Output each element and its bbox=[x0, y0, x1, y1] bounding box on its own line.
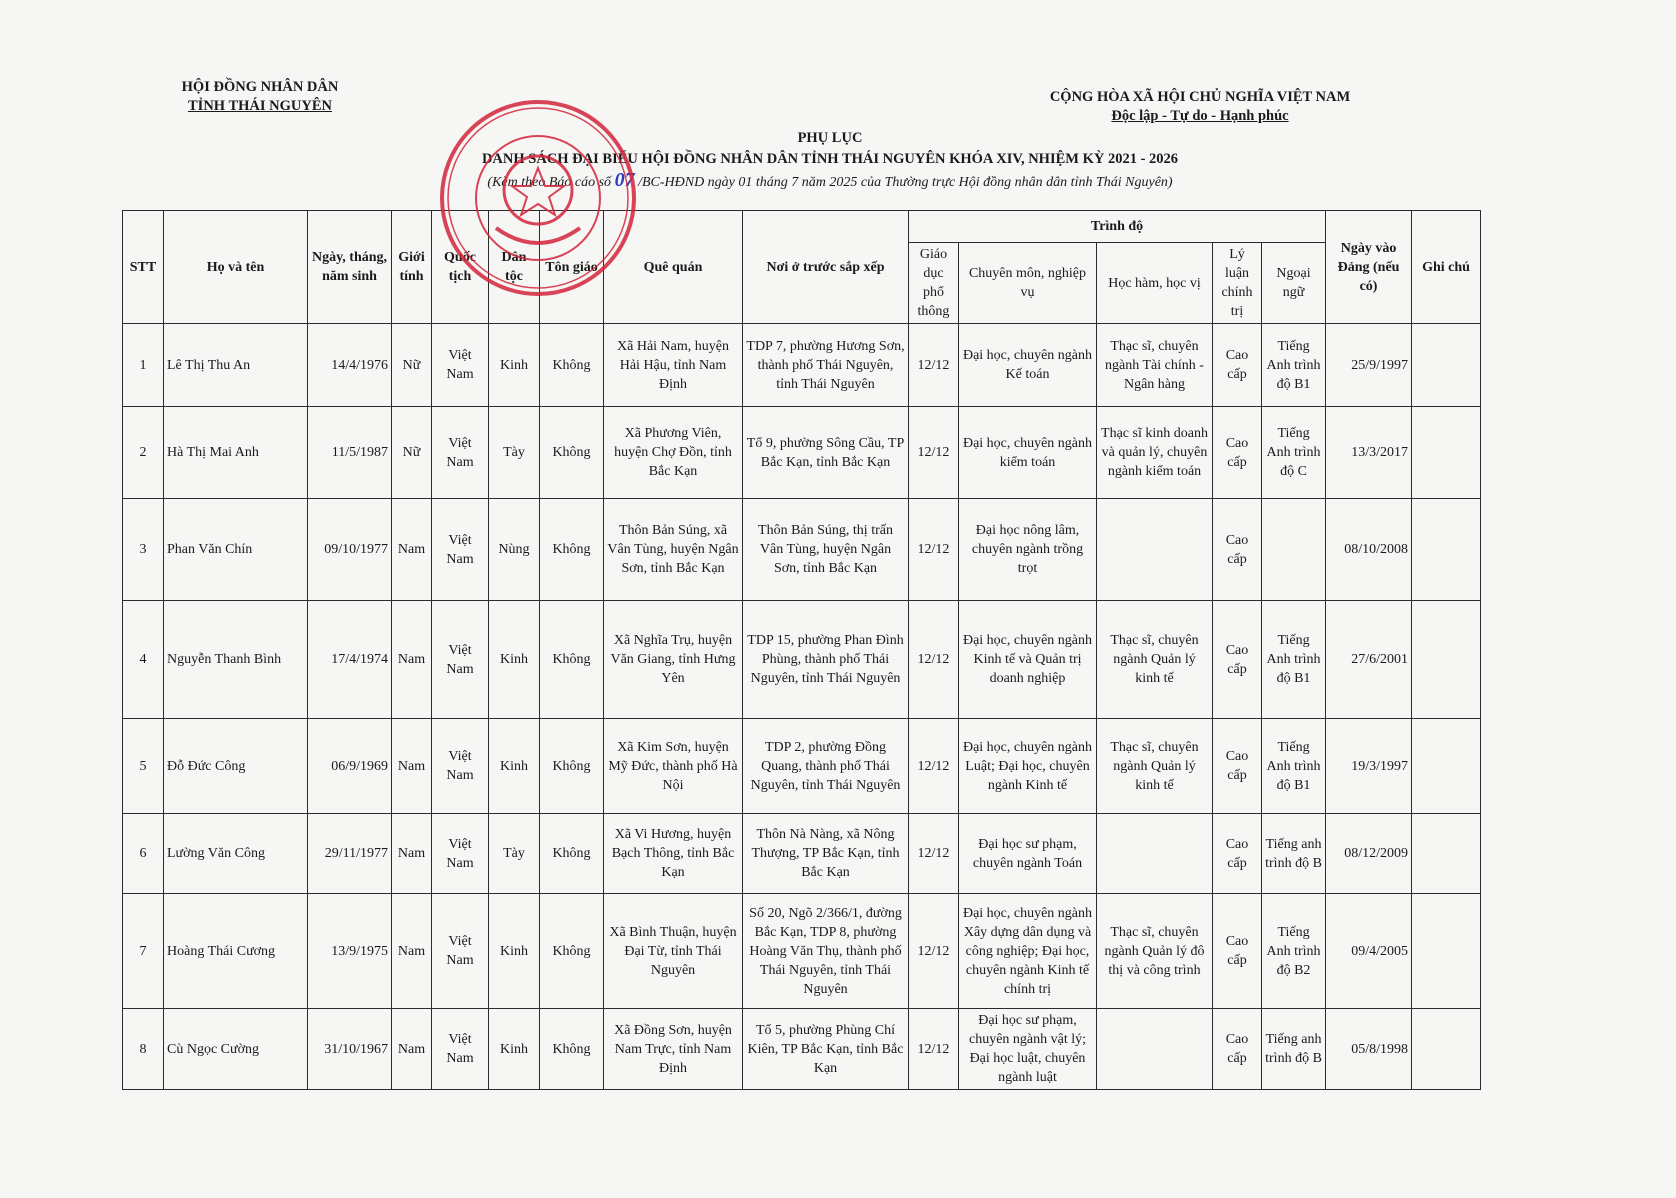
header-political: Lý luận chính trị bbox=[1213, 243, 1262, 324]
header-professional: Chuyên môn, nghiệp vụ bbox=[959, 243, 1097, 324]
cell-nationality: Việt Nam bbox=[432, 499, 489, 601]
cell-general-edu: 12/12 bbox=[909, 1009, 959, 1090]
cell-language: Tiếng Anh trình độ B1 bbox=[1262, 601, 1326, 719]
cell-hometown: Xã Vi Hương, huyện Bạch Thông, tỉnh Bắc Kạn bbox=[604, 814, 743, 894]
cell-general-edu: 12/12 bbox=[909, 719, 959, 814]
cell-professional: Đại học, chuyên ngành Kế toán bbox=[959, 324, 1097, 407]
cell-nationality: Việt Nam bbox=[432, 601, 489, 719]
cell-degree: Thạc sĩ, chuyên ngành Quản lý kinh tế bbox=[1097, 719, 1213, 814]
cell-language: Tiếng Anh trình độ C bbox=[1262, 407, 1326, 499]
cell-political: Cao cấp bbox=[1213, 407, 1262, 499]
cell-dob: 14/4/1976 bbox=[308, 324, 392, 407]
cell-degree bbox=[1097, 814, 1213, 894]
cell-religion: Không bbox=[540, 719, 604, 814]
cell-party-date: 19/3/1997 bbox=[1326, 719, 1412, 814]
org-line-2: TỈNH THÁI NGUYÊN bbox=[188, 98, 332, 114]
header-hometown: Quê quán bbox=[604, 211, 743, 324]
header-nationality: Quốc tịch bbox=[432, 211, 489, 324]
cell-degree: Thạc sĩ, chuyên ngành Quản lý kinh tế bbox=[1097, 601, 1213, 719]
cell-note bbox=[1412, 1009, 1481, 1090]
table-row bbox=[123, 894, 1481, 1009]
cell-gender: Nam bbox=[392, 894, 432, 1009]
cell-language: Tiếng Anh trình độ B2 bbox=[1262, 894, 1326, 1009]
cell-dob: 17/4/1974 bbox=[308, 601, 392, 719]
cell-nationality: Việt Nam bbox=[432, 324, 489, 407]
header-general-edu: Giáo dục phổ thông bbox=[909, 243, 959, 324]
cell-professional: Đại học, chuyên ngành Kinh tế và Quản trị doanh nghiệp bbox=[959, 601, 1097, 719]
table-row bbox=[123, 601, 1481, 719]
appendix-label: PHỤ LỤC bbox=[797, 130, 863, 146]
cell-residence: Thôn Bản Súng, thị trấn Vân Tùng, huyện Ngân Sơn, tỉnh Bắc Kạn bbox=[743, 499, 909, 601]
cell-stt: 3 bbox=[123, 499, 164, 601]
cell-name: Nguyễn Thanh Bình bbox=[164, 601, 308, 719]
cell-stt: 6 bbox=[123, 814, 164, 894]
cell-ethnicity: Kinh bbox=[489, 324, 540, 407]
cell-political: Cao cấp bbox=[1213, 1009, 1262, 1090]
cell-gender: Nam bbox=[392, 814, 432, 894]
cell-religion: Không bbox=[540, 407, 604, 499]
cell-political: Cao cấp bbox=[1213, 601, 1262, 719]
cell-party-date: 05/8/1998 bbox=[1326, 1009, 1412, 1090]
cell-professional: Đại học, chuyên ngành Luật; Đại học, chuyên ngành Kinh tế bbox=[959, 719, 1097, 814]
cell-name: Cù Ngọc Cường bbox=[164, 1009, 308, 1090]
cell-name: Lê Thị Thu An bbox=[164, 324, 308, 407]
cell-religion: Không bbox=[540, 499, 604, 601]
cell-professional: Đại học sư phạm, chuyên ngành Toán bbox=[959, 814, 1097, 894]
cell-general-edu: 12/12 bbox=[909, 814, 959, 894]
header-dob: Ngày, tháng, năm sinh bbox=[308, 211, 392, 324]
cell-residence: TDP 7, phường Hương Sơn, thành phố Thái Nguyên, tỉnh Thái Nguyên bbox=[743, 324, 909, 407]
cell-gender: Nam bbox=[392, 719, 432, 814]
cell-language: Tiếng Anh trình độ B1 bbox=[1262, 719, 1326, 814]
cell-ethnicity: Kinh bbox=[489, 601, 540, 719]
national-motto bbox=[990, 88, 1410, 126]
cell-general-edu: 12/12 bbox=[909, 499, 959, 601]
header-degree: Học hàm, học vị bbox=[1097, 243, 1213, 324]
document-title bbox=[290, 128, 1370, 195]
cell-ethnicity: Kinh bbox=[489, 719, 540, 814]
cell-note bbox=[1412, 894, 1481, 1009]
reference-suffix: /BC-HĐND ngày 01 tháng 7 năm 2025 của Thường trực Hội đồng nhân dân tỉnh Thái Nguyên) bbox=[634, 175, 1173, 190]
header-gender: Giới tính bbox=[392, 211, 432, 324]
cell-dob: 06/9/1969 bbox=[308, 719, 392, 814]
cell-name: Hà Thị Mai Anh bbox=[164, 407, 308, 499]
delegate-table bbox=[122, 210, 1481, 1090]
cell-professional: Đại học, chuyên ngành Xây dựng dân dụng và công nghiệp; Đại học, chuyên ngành Kinh tế chính trị bbox=[959, 894, 1097, 1009]
cell-language bbox=[1262, 499, 1326, 601]
header-residence: Nơi ở trước sắp xếp bbox=[743, 211, 909, 324]
table-row bbox=[123, 407, 1481, 499]
cell-party-date: 09/4/2005 bbox=[1326, 894, 1412, 1009]
cell-stt: 2 bbox=[123, 407, 164, 499]
report-number: 07 bbox=[614, 169, 635, 191]
cell-hometown: Xã Đồng Sơn, huyện Nam Trực, tỉnh Nam Định bbox=[604, 1009, 743, 1090]
cell-gender: Nam bbox=[392, 1009, 432, 1090]
cell-party-date: 08/10/2008 bbox=[1326, 499, 1412, 601]
cell-dob: 13/9/1975 bbox=[308, 894, 392, 1009]
cell-language: Tiếng anh trình độ B bbox=[1262, 1009, 1326, 1090]
header-ethnicity: Dân tộc bbox=[489, 211, 540, 324]
cell-note bbox=[1412, 814, 1481, 894]
cell-stt: 7 bbox=[123, 894, 164, 1009]
nation-line-2: Độc lập - Tự do - Hạnh phúc bbox=[1111, 108, 1289, 124]
cell-religion: Không bbox=[540, 601, 604, 719]
cell-name: Hoàng Thái Cương bbox=[164, 894, 308, 1009]
cell-nationality: Việt Nam bbox=[432, 894, 489, 1009]
cell-hometown: Thôn Bản Súng, xã Vân Tùng, huyện Ngân Sơn, tỉnh Bắc Kạn bbox=[604, 499, 743, 601]
cell-political: Cao cấp bbox=[1213, 719, 1262, 814]
cell-dob: 29/11/1977 bbox=[308, 814, 392, 894]
cell-note bbox=[1412, 324, 1481, 407]
cell-stt: 5 bbox=[123, 719, 164, 814]
cell-general-edu: 12/12 bbox=[909, 324, 959, 407]
cell-gender: Nữ bbox=[392, 407, 432, 499]
cell-stt: 1 bbox=[123, 324, 164, 407]
cell-general-edu: 12/12 bbox=[909, 601, 959, 719]
cell-stt: 8 bbox=[123, 1009, 164, 1090]
cell-note bbox=[1412, 601, 1481, 719]
cell-nationality: Việt Nam bbox=[432, 407, 489, 499]
table-row bbox=[123, 324, 1481, 407]
cell-party-date: 25/9/1997 bbox=[1326, 324, 1412, 407]
cell-professional: Đại học, chuyên ngành kiểm toán bbox=[959, 407, 1097, 499]
table-row bbox=[123, 719, 1481, 814]
cell-stt: 4 bbox=[123, 601, 164, 719]
cell-name: Đỗ Đức Công bbox=[164, 719, 308, 814]
cell-residence: Tổ 9, phường Sông Cầu, TP Bắc Kạn, tỉnh Bắc Kạn bbox=[743, 407, 909, 499]
cell-nationality: Việt Nam bbox=[432, 814, 489, 894]
cell-religion: Không bbox=[540, 814, 604, 894]
header-party-date: Ngày vào Đảng (nếu có) bbox=[1326, 211, 1412, 324]
cell-ethnicity: Nùng bbox=[489, 499, 540, 601]
header-level-group: Trình độ bbox=[909, 211, 1326, 243]
cell-residence: Số 20, Ngõ 2/366/1, đường Bắc Kạn, TDP 8, phường Hoàng Văn Thụ, thành phố Thái Nguyên, tỉnh Thái Nguyên bbox=[743, 894, 909, 1009]
cell-note bbox=[1412, 407, 1481, 499]
issuing-organization bbox=[150, 78, 370, 116]
cell-hometown: Xã Bình Thuận, huyện Đại Từ, tỉnh Thái Nguyên bbox=[604, 894, 743, 1009]
cell-hometown: Xã Kim Sơn, huyện Mỹ Đức, thành phố Hà Nội bbox=[604, 719, 743, 814]
cell-professional: Đại học nông lâm, chuyên ngành trồng trọt bbox=[959, 499, 1097, 601]
cell-degree: Thạc sĩ, chuyên ngành Quản lý đô thị và công trình bbox=[1097, 894, 1213, 1009]
cell-political: Cao cấp bbox=[1213, 894, 1262, 1009]
cell-nationality: Việt Nam bbox=[432, 1009, 489, 1090]
cell-gender: Nam bbox=[392, 601, 432, 719]
header-language: Ngoại ngữ bbox=[1262, 243, 1326, 324]
table-row bbox=[123, 499, 1481, 601]
cell-name: Lường Văn Công bbox=[164, 814, 308, 894]
cell-gender: Nam bbox=[392, 499, 432, 601]
cell-religion: Không bbox=[540, 1009, 604, 1090]
cell-general-edu: 12/12 bbox=[909, 407, 959, 499]
cell-residence: Tổ 5, phường Phùng Chí Kiên, TP Bắc Kạn, tỉnh Bắc Kạn bbox=[743, 1009, 909, 1090]
cell-degree bbox=[1097, 499, 1213, 601]
cell-language: Tiếng Anh trình độ B1 bbox=[1262, 324, 1326, 407]
cell-hometown: Xã Hải Nam, huyện Hải Hậu, tỉnh Nam Định bbox=[604, 324, 743, 407]
table-body bbox=[123, 324, 1481, 1090]
header-note: Ghi chú bbox=[1412, 211, 1481, 324]
cell-religion: Không bbox=[540, 324, 604, 407]
cell-political: Cao cấp bbox=[1213, 324, 1262, 407]
cell-nationality: Việt Nam bbox=[432, 719, 489, 814]
cell-residence: Thôn Nà Nàng, xã Nông Thượng, TP Bắc Kạn, tỉnh Bắc Kạn bbox=[743, 814, 909, 894]
header-stt: STT bbox=[123, 211, 164, 324]
cell-degree bbox=[1097, 1009, 1213, 1090]
cell-ethnicity: Tày bbox=[489, 814, 540, 894]
cell-gender: Nữ bbox=[392, 324, 432, 407]
cell-party-date: 08/12/2009 bbox=[1326, 814, 1412, 894]
header-religion: Tôn giáo bbox=[540, 211, 604, 324]
cell-hometown: Xã Nghĩa Trụ, huyện Văn Giang, tỉnh Hưng Yên bbox=[604, 601, 743, 719]
cell-ethnicity: Kinh bbox=[489, 1009, 540, 1090]
cell-residence: TDP 15, phường Phan Đình Phùng, thành phố Thái Nguyên, tỉnh Thái Nguyên bbox=[743, 601, 909, 719]
list-title: DANH SÁCH ĐẠI BIỂU HỘI ĐỒNG NHÂN DÂN TỈNH THÁI NGUYÊN KHÓA XIV, NHIỆM KỲ 2021 - 2026 bbox=[481, 151, 1179, 167]
cell-name: Phan Văn Chín bbox=[164, 499, 308, 601]
cell-hometown: Xã Phương Viên, huyện Chợ Đồn, tỉnh Bắc Kạn bbox=[604, 407, 743, 499]
cell-party-date: 13/3/2017 bbox=[1326, 407, 1412, 499]
cell-note bbox=[1412, 719, 1481, 814]
cell-residence: TDP 2, phường Đồng Quang, thành phố Thái Nguyên, tỉnh Thái Nguyên bbox=[743, 719, 909, 814]
reference-prefix: (Kèm theo Báo cáo số bbox=[487, 175, 615, 190]
cell-ethnicity: Kinh bbox=[489, 894, 540, 1009]
org-line-1: HỘI ĐỒNG NHÂN DÂN bbox=[181, 79, 339, 95]
cell-degree: Thạc sĩ, chuyên ngành Tài chính - Ngân hàng bbox=[1097, 324, 1213, 407]
cell-language: Tiếng anh trình độ B bbox=[1262, 814, 1326, 894]
cell-political: Cao cấp bbox=[1213, 814, 1262, 894]
cell-ethnicity: Tày bbox=[489, 407, 540, 499]
cell-degree: Thạc sĩ kinh doanh và quản lý, chuyên ngành kiểm toán bbox=[1097, 407, 1213, 499]
nation-line-1: CỘNG HÒA XÃ HỘI CHỦ NGHĨA VIỆT NAM bbox=[1049, 89, 1351, 105]
cell-dob: 11/5/1987 bbox=[308, 407, 392, 499]
cell-party-date: 27/6/2001 bbox=[1326, 601, 1412, 719]
table-row bbox=[123, 1009, 1481, 1090]
table-row bbox=[123, 814, 1481, 894]
cell-note bbox=[1412, 499, 1481, 601]
cell-dob: 09/10/1977 bbox=[308, 499, 392, 601]
cell-general-edu: 12/12 bbox=[909, 894, 959, 1009]
cell-dob: 31/10/1967 bbox=[308, 1009, 392, 1090]
cell-religion: Không bbox=[540, 894, 604, 1009]
reference-note bbox=[290, 170, 1370, 195]
cell-political: Cao cấp bbox=[1213, 499, 1262, 601]
header-name: Họ và tên bbox=[164, 211, 308, 324]
cell-professional: Đại học sư phạm, chuyên ngành vật lý; Đại học luật, chuyên ngành luật bbox=[959, 1009, 1097, 1090]
